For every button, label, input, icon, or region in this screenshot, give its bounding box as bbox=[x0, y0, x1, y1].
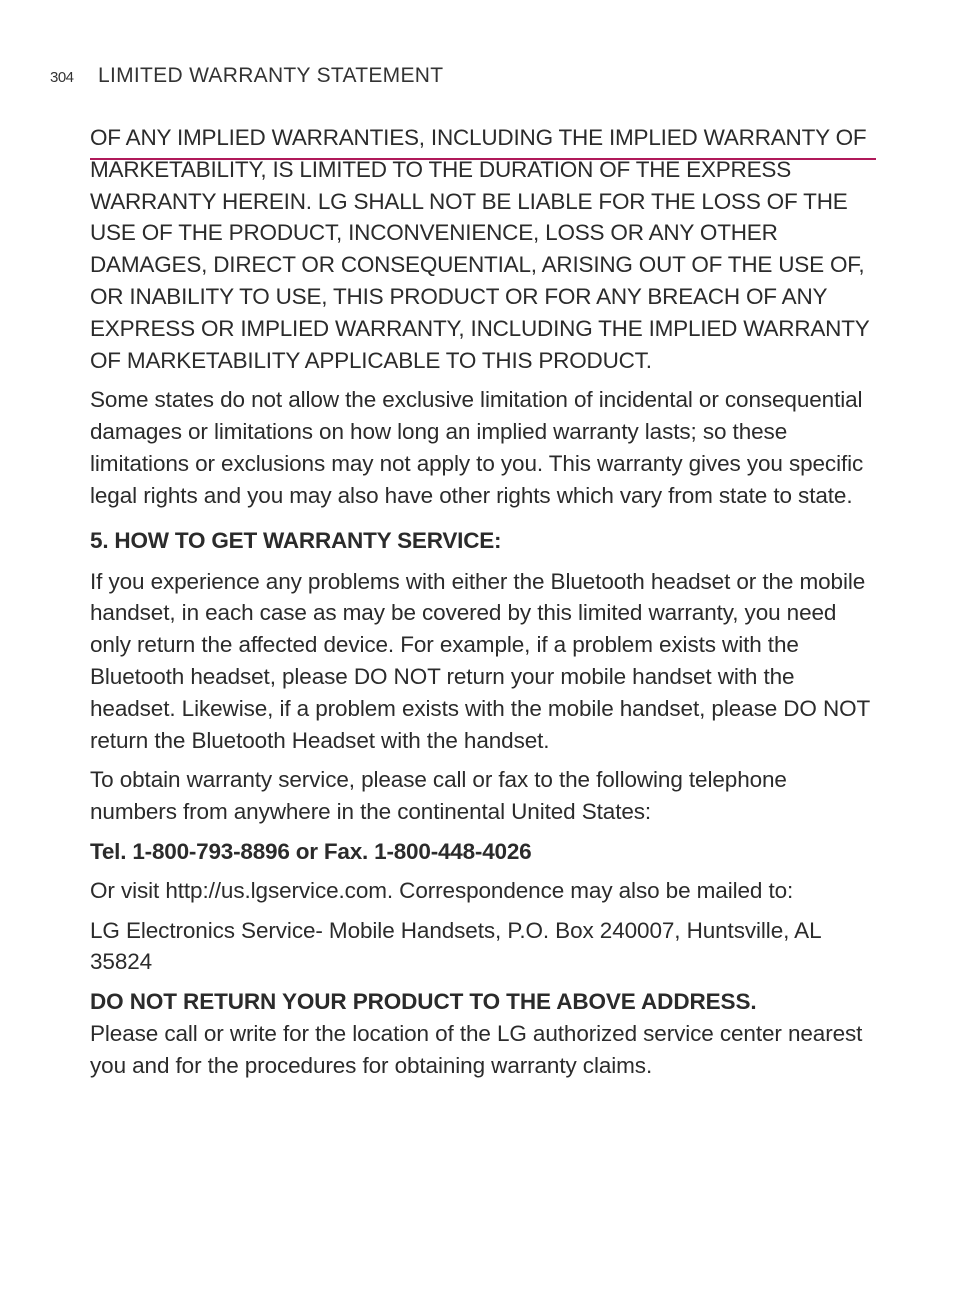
page-number: 304 bbox=[50, 69, 74, 86]
implied-warranty-paragraph: OF ANY IMPLIED WARRANTIES, INCLUDING THE IMPLIED WARRANTY OF MARKETABILITY, IS LIMITED TO THE DURATION OF THE EXPRESS WARRANTY HEREIN. LG SHALL NOT BE LIABLE FOR THE LOSS OF THE USE OF THE PRODUCT, INCONVENIENCE, LOSS OR ANY OTHER DAMAGES, DIRECT OR CONSEQUENTIAL, ARISING OUT OF THE USE OF, OR INABILITY TO USE, THIS PRODUCT OR FOR ANY BREACH OF ANY EXPRESS OR IMPLIED WARRANTY, INCLUDING THE IMPLIED WARRANTY OF MARKETABILITY APPLICABLE TO THIS PRODUCT. bbox=[90, 125, 870, 373]
obtain-service-paragraph: To obtain warranty service, please call or fax to the following telephone numbers from anywhere in the continental United States: bbox=[90, 767, 787, 825]
problems-paragraph: If you experience any problems with either the Bluetooth headset or the mobile handset, in each case as may be covered by this limited warranty, you need only return the affected device. For example, if a problem exists with the Bluetooth headset, please DO NOT return your mobile handset with the headset. Likewise, if a problem exists with the mobile handset, please DO NOT return the Bluetooth Headset with the handset. bbox=[90, 568, 870, 753]
warning-block bbox=[90, 986, 870, 1081]
running-title: LIMITED WARRANTY STATEMENT bbox=[98, 64, 444, 87]
state-rights-paragraph: Some states do not allow the exclusive limitation of incidental or consequential damages or limitations on how long an implied warranty lasts; so these limitations or exclusions may not apply to you. This warranty gives you specific legal rights and you may also have other rights which vary from state to state. bbox=[90, 387, 864, 508]
section-heading: 5. HOW TO GET WARRANTY SERVICE: bbox=[90, 527, 502, 553]
call-or-write-text: Please call or write for the location of the LG authorized service center nearest you and for the procedures for obtaining warranty claims. bbox=[90, 1020, 863, 1078]
do-not-return-warning: DO NOT RETURN YOUR PRODUCT TO THE ABOVE ADDRESS. bbox=[90, 989, 757, 1015]
page-header bbox=[50, 62, 876, 98]
visit-website-paragraph: Or visit http://us.lgservice.com. Correspondence may also be mailed to: bbox=[90, 877, 794, 903]
page-body bbox=[90, 122, 870, 1090]
mailing-address-paragraph: LG Electronics Service- Mobile Handsets, P.O. Box 240007, Huntsville, AL 35824 bbox=[90, 917, 821, 975]
tel-fax-line: Tel. 1-800-793-8896 or Fax. 1-800-448-4026 bbox=[90, 838, 532, 864]
